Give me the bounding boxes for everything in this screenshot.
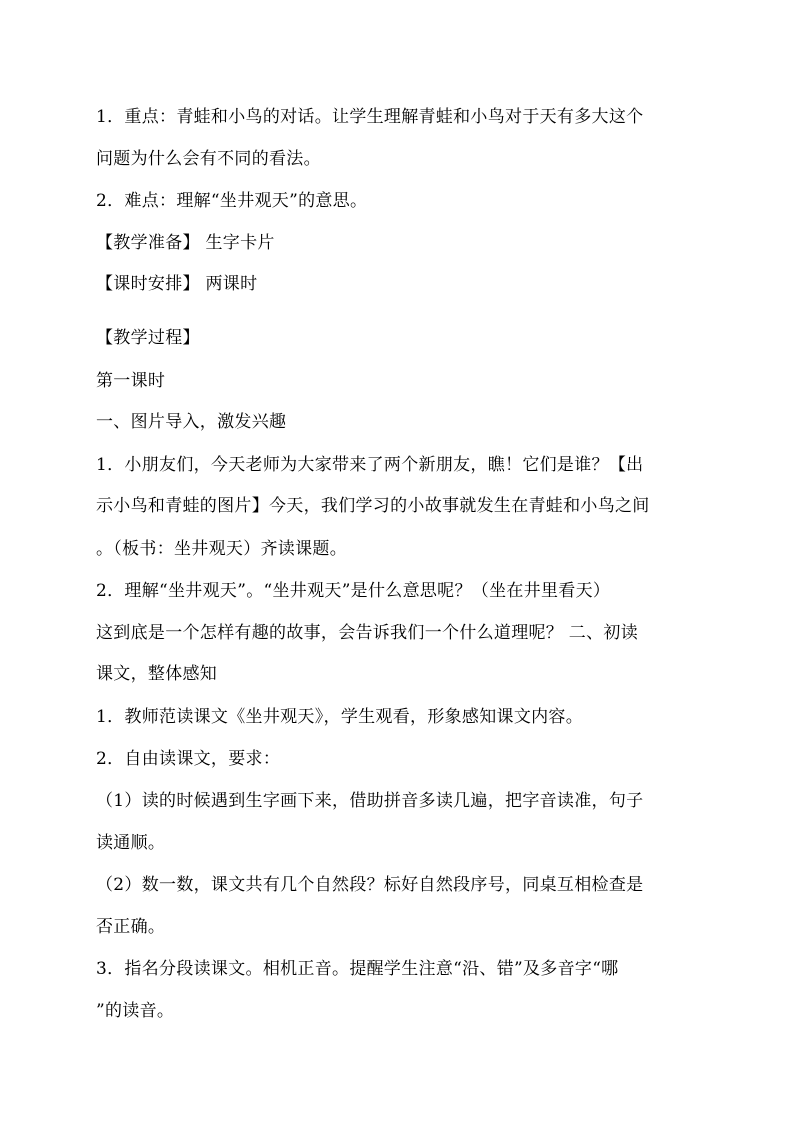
paragraph-line: 否正确。 xyxy=(96,917,166,937)
paragraph-line: （2）数一数，课文共有几个自然段？标好自然段序号，同桌互相检查是 xyxy=(96,875,644,895)
paragraph-line: 。（板书：坐井观天）齐读课题。 xyxy=(96,539,347,559)
paragraph-line: 1．小朋友们，今天老师为大家带来了两个新朋友，瞧！它们是谁？【出 xyxy=(96,455,644,475)
section-one-heading: 一、图片导入，激发兴趣 xyxy=(96,412,287,432)
paragraph-line: 1．教师范读课文《坐井观天》，学生观看，形象感知课文内容。 xyxy=(96,707,584,727)
first-lesson-heading: 第一课时 xyxy=(96,371,166,391)
key-point-line-1: 1．重点：青蛙和小鸟的对话。让学生理解青蛙和小鸟对于天有多大这个 xyxy=(96,107,644,127)
difficulty-line: 2．难点：理解“坐井观天”的意思。 xyxy=(96,191,368,211)
teaching-preparation-line: 【教学准备】 生字卡片 xyxy=(96,233,275,253)
paragraph-line: 示小鸟和青蛙的图片】今天，我们学习的小故事就发生在青蛙和小鸟之间 xyxy=(96,496,650,516)
paragraph-line: 2．自由读课文，要求： xyxy=(96,749,281,769)
paragraph-line: 这到底是一个怎样有趣的故事，会告诉我们一个什么道理呢？ 二、初读 xyxy=(96,623,639,643)
paragraph-line: 2．理解“坐井观天”。“坐井观天”是什么意思呢？（坐在井里看天） xyxy=(96,581,611,601)
paragraph-line: （1）读的时候遇到生字画下来，借助拼音多读几遍，把字音读准，句子 xyxy=(96,791,644,811)
paragraph-line: ”的读音。 xyxy=(96,1001,175,1021)
teaching-process-heading: 【教学过程】 xyxy=(96,328,200,348)
paragraph-line: 3．指名分段读课文。相机正音。提醒学生注意“沿、错”及多音字“哪 xyxy=(96,959,619,979)
key-point-line-2: 问题为什么会有不同的看法。 xyxy=(96,149,321,169)
class-schedule-line: 【课时安排】 两课时 xyxy=(96,274,258,294)
paragraph-line: 读通顺。 xyxy=(96,833,166,853)
paragraph-line: 课文，整体感知 xyxy=(96,664,218,684)
